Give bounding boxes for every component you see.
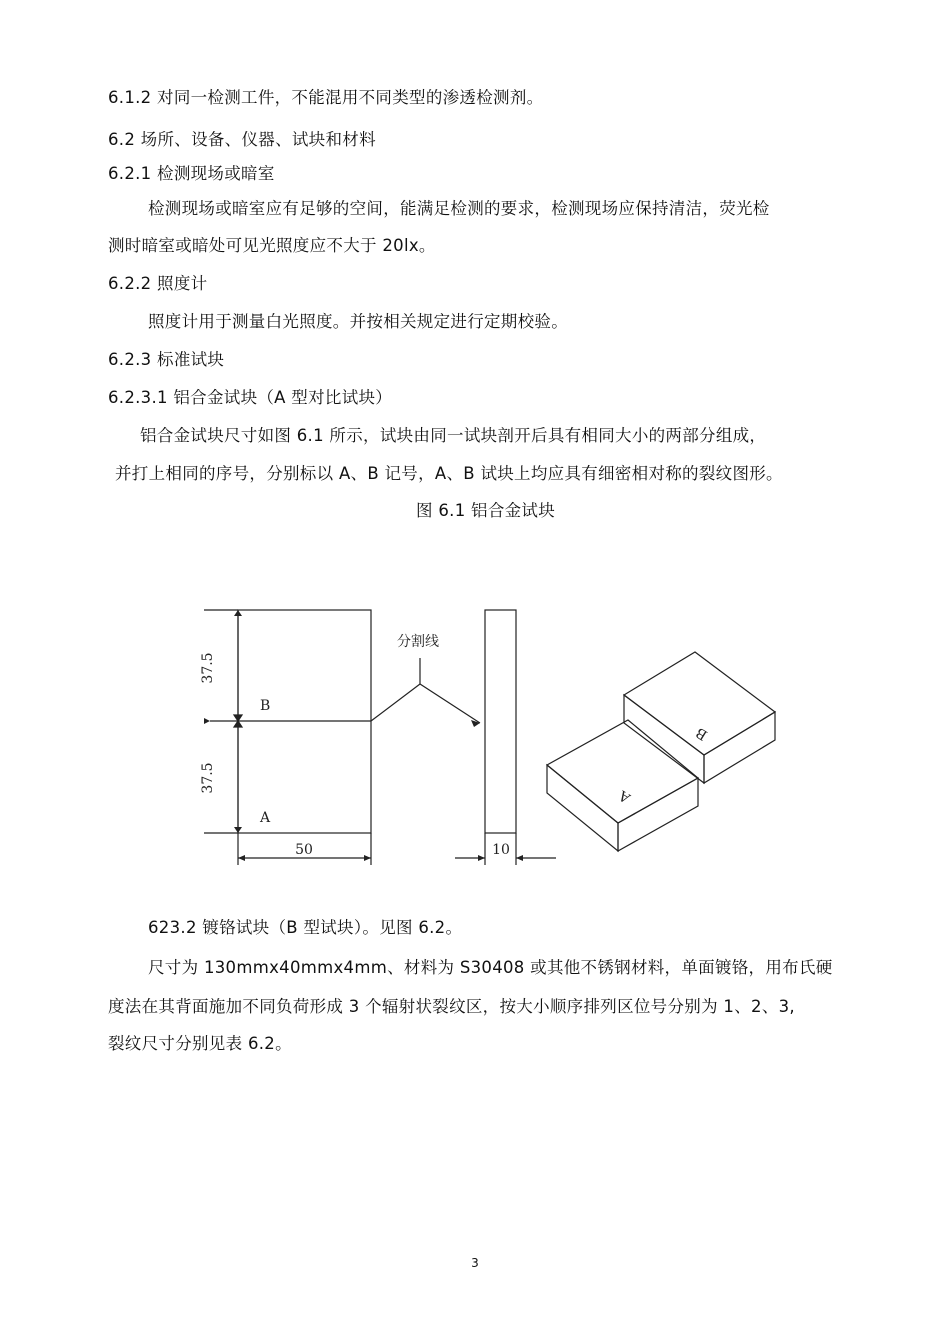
cut-line-leader (371, 684, 480, 723)
line-15: 度法在其背面施加不同负荷形成 3 个辐射状裂纹区，按大小顺序排列区位号分别为 1、2、3, (108, 997, 795, 1016)
line-16: 裂纹尺寸分别见表 6.2。 (108, 1034, 292, 1053)
line-8: 6.2.3 标准试块 (108, 350, 225, 369)
aluminum-block-figure (190, 600, 790, 880)
cut-line-label: 分割线 (397, 634, 439, 650)
line-11: 并打上相同的序号，分别标以 A、B 记号，A、B 试块上均应具有细密相对称的裂纹图形。 (115, 464, 783, 483)
block-a-label: A (616, 786, 634, 806)
side-view-block (485, 610, 516, 833)
dim-thickness-label: 10 (492, 842, 510, 858)
label-a: A (260, 810, 271, 826)
line-5: 测时暗室或暗处可见光照度应不大于 20lx。 (108, 236, 436, 255)
line-9: 6.2.3.1 铝合金试块（A 型对比试块） (108, 388, 393, 407)
line-1: 6.1.2 对同一检测工件，不能混用不同类型的渗透检测剂。 (108, 88, 544, 107)
dim-lower-label: 37.5 (200, 762, 216, 794)
label-b: B (260, 698, 271, 714)
line-13: 623.2 镀铬试块（B 型试块）。见图 6.2。 (148, 918, 463, 937)
block-a-front (547, 765, 618, 851)
block-b-label: B (693, 723, 711, 743)
dim-width-label: 50 (295, 842, 313, 858)
line-3: 6.2.1 检测现场或暗室 (108, 164, 275, 183)
block-b-front (624, 695, 704, 783)
block-b-right (704, 712, 775, 783)
block-a-right (618, 778, 698, 851)
line-10: 铝合金试块尺寸如图 6.1 所示，试块由同一试块剖开后具有相同大小的两部分组成， (140, 426, 767, 445)
line-7: 照度计用于测量白光照度。并按相关规定进行定期校验。 (148, 312, 568, 331)
line-6: 6.2.2 照度计 (108, 274, 208, 293)
figure-caption: 图 6.1 铝合金试块 (416, 501, 556, 520)
block-a-top (547, 720, 698, 823)
line-2: 6.2 场所、设备、仪器、试块和材料 (108, 130, 376, 149)
line-14: 尺寸为 130mmx40mmx4mm、材料为 S30408 或其他不锈钢材料，单面镀铬，用布氏硬 (148, 958, 833, 977)
line-4: 检测现场或暗室应有足够的空间，能满足检测的要求，检测现场应保持清洁，荧光检 (148, 199, 770, 218)
dim-upper-label: 37.5 (200, 652, 216, 684)
page-number: 3 (471, 1256, 479, 1270)
